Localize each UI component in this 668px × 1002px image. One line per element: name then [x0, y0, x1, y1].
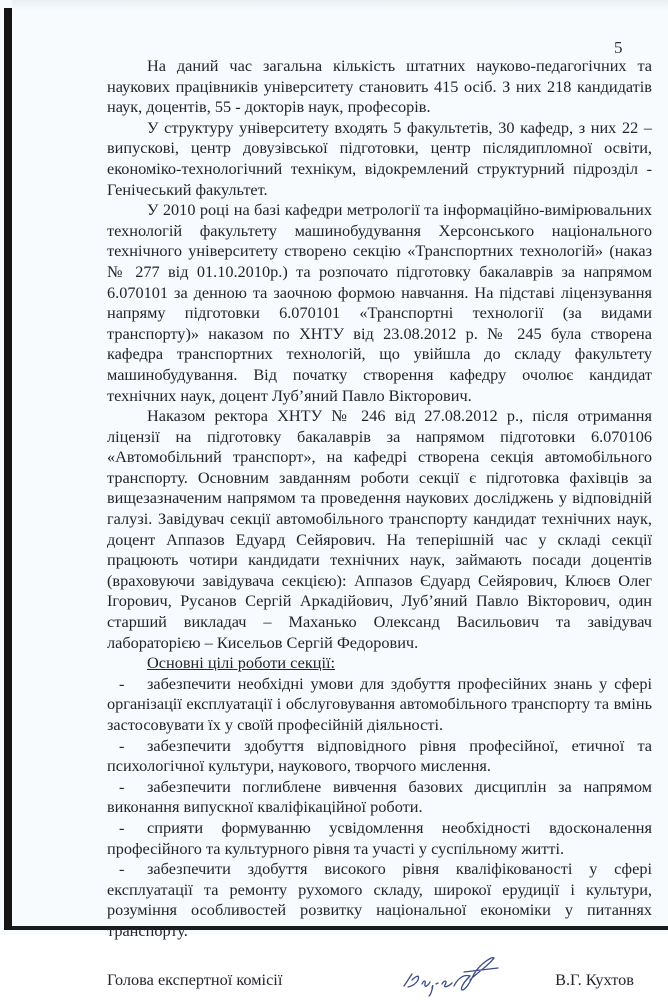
bullet-dash: -	[119, 859, 125, 879]
goal-item	[107, 736, 652, 777]
goal-item	[107, 777, 652, 818]
bullet-dash: -	[119, 817, 125, 837]
handwritten-signature	[398, 950, 518, 1002]
goal-text: забезпечити здобуття високого рівня кваліфікованості у сфері експлуатації та ремонту рухомого складу, широкої ерудиції і культури, розуміння особливостей розвитку національної економіки у питаннях транспорту.	[107, 859, 652, 940]
paragraph-staff: На даний час загальна кількість штатних науково-педагогічних та наукових працівників університету становить 415 осіб. З них 218 кандидатів наук, доцентів, 55 - докторів наук, професорів.	[107, 56, 652, 117]
goal-text: забезпечити поглиблене вивчення базових дисциплін за напрямом виконання випускної кваліфікаційної роботи.	[107, 776, 652, 817]
page-number: 5	[614, 38, 623, 57]
bullet-dash: -	[119, 776, 125, 796]
paragraph-history: У 2010 році на базі кафедри метрології та інформаційно-вимірювальних технологій факультету машинобудування Херсонського національного технічного університету створено секцію «Транспортних технологій» (наказ № 277 від 01.10.2010р.) та розпочато підготовку бакалаврів за напрямом 6.070101 за денною та заочною формою навчання. На підставі ліцензування напряму підготовки 6.070101 «Транспортні технології (за видами транспорту)» наказом по ХНТУ від 23.08.2012 р. № 245 була створена кафедра транспортних технологій, що увійшла до складу факультету машинобудування. Від початку створення кафедру очолює кандидат технічних наук, доцент Луб’яний Павло Вікторович.	[107, 200, 652, 405]
goal-item	[107, 674, 652, 736]
goals-heading-text: Основні цілі роботи секції:	[147, 653, 336, 673]
paragraph-structure: У структуру університету входять 5 факультетів, 30 кафедр, з них 22 – випускові, центр довузівської підготовки, центр післядипломної освіти, економіко-технологічний технікум, відокремлений структурний підрозділ - Генічеський факультет.	[107, 117, 652, 199]
bullet-dash: -	[119, 673, 125, 693]
document-body	[107, 56, 652, 942]
paragraph-section: Наказом ректора ХНТУ № 246 від 27.08.2012 р., після отримання ліцензії на підготовку бакалаврів за напрямом підготовки 6.070106 «Автомобільний транспорт», на кафедрі створена секція автомобільного транспорту. Основним завданням роботи секції є підготовка фахівців за вищезазначеним напрямом та проведення наукових досліджень у відповідній галузі. Завідувач секції автомобільного транспорту кандидат технічних наук, доцент Аппазов Едуард Сейярович. На теперішній час у складі секції працюють чотири кандидати технічних наук, займають посади доцентів (враховуючи завідувача секцією): Аппазов Єдуард Сейярович, Клюєв Олег Ігорович, Русанов Сергій Аркадійович, Луб’яний Павло Вікторович, один старший викладач – Маханько Олександ Васильович та завідувач лабораторією – Кисельов Сергій Федорович.	[107, 406, 652, 652]
bullet-dash: -	[119, 735, 125, 755]
page-content	[107, 56, 652, 998]
signatory-name: В.Г. Кухтов	[555, 969, 634, 989]
signature-block	[107, 958, 652, 998]
scan-top-shadow	[12, 0, 668, 10]
goal-item	[107, 859, 652, 941]
goal-item	[107, 818, 652, 859]
goal-text: сприяти формуванню усвідомлення необхідності вдосконалення професійного та культурного рівня та участі у суспільному житті.	[107, 817, 652, 858]
goals-heading	[107, 653, 652, 674]
signatory-title: Голова експертної комісії	[107, 969, 283, 989]
goal-text: забезпечити необхідні умови для здобуття професійних знань у сфері організації експлуатації і обслуговування автомобільного транспорту та вмінь застосовувати їх у своїй професійній діяльності.	[107, 673, 652, 734]
goal-text: забезпечити здобуття відповідного рівня професійної, етичної та психологічної культури, наукового, творчого мислення.	[107, 735, 652, 776]
scan-left-edge	[4, 8, 12, 930]
